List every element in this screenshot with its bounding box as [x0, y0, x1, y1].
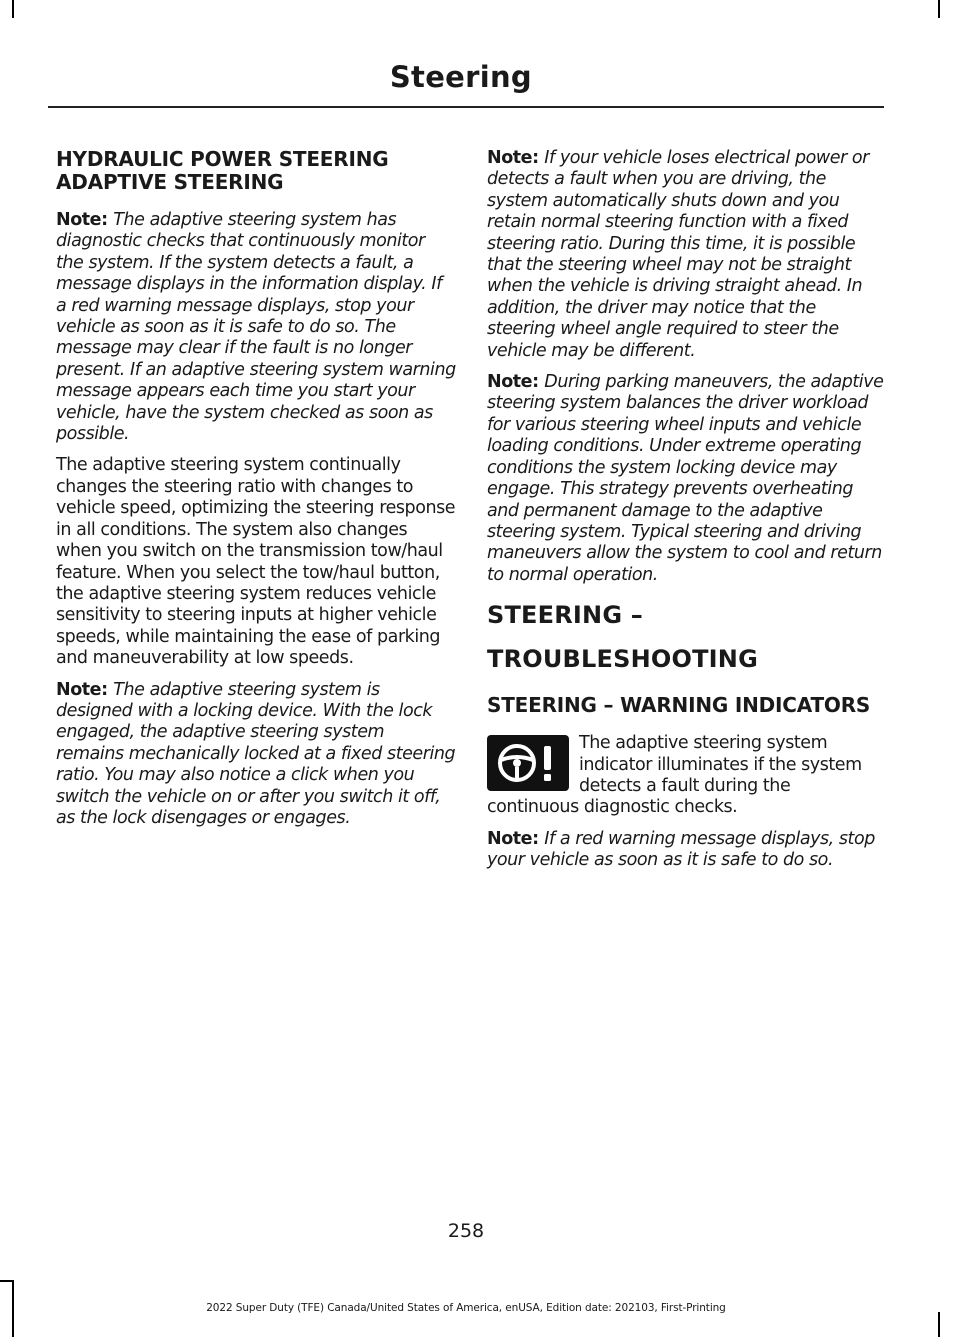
note-paragraph — [487, 372, 887, 586]
section-title-line: STEERING – — [487, 601, 643, 630]
note-label: Note: — [487, 828, 545, 849]
note-paragraph — [56, 210, 456, 445]
page-title: Steering — [389, 60, 532, 94]
header-divider — [48, 106, 884, 108]
crop-mark — [12, 0, 14, 18]
note-text: If your vehicle loses electrical power or detects a fault when you are driving, the system automatically shuts down and you retain normal steering function with a fixed steering ratio. During this time, it is possible that the steering wheel may not be straight when the vehicle is driving straight ahead. In addition, the driver may notice that the steering wheel angle required to steer the vehicle may be different. — [487, 148, 869, 361]
note-label: Note: — [56, 210, 114, 230]
section-heading: HYDRAULIC POWER STEERING ADAPTIVE STEERING — [56, 147, 389, 194]
left-column — [56, 148, 456, 839]
section-title — [487, 600, 887, 674]
note-text: During parking maneuvers, the adaptive steering system balances the driver workload for various steering wheel inputs and vehicle loading conditions. Under extreme operating conditions the system locking device may engage. This strategy prevents overheating and permanent damage to the adaptive steering system. Typical steering and driving maneuvers allow the system to cool and return to normal operation. — [487, 372, 884, 585]
crop-mark — [0, 1280, 14, 1282]
page-number: 258 — [447, 1220, 485, 1242]
section-title-line: TROUBLESHOOTING — [487, 645, 758, 674]
indicator-text: The adaptive steering system indicator illuminates if the system detects a fault during the continuous diagnostic checks. — [487, 733, 862, 818]
note-label: Note: — [487, 372, 545, 393]
note-paragraph — [487, 829, 887, 872]
note-label: Note: — [56, 679, 114, 700]
steering-warning-icon — [487, 735, 569, 791]
note-paragraph — [56, 680, 456, 830]
footer-edition-info: 2022 Super Duty (TFE) Canada/United States of America, enUSA, Edition date: 202103, First-Printing — [206, 1302, 726, 1314]
note-text: If a red warning message displays, stop your vehicle as soon as it is safe to do so. — [487, 828, 875, 871]
note-text: The adaptive steering system is designed with a locking device. With the lock engaged, the adaptive steering system remains mechanically locked at a fixed steering ratio. You may also notice a click when you switch the vehicle on or after you switch it off, as the lock disengages or engages. — [56, 679, 456, 828]
body-paragraph: The adaptive steering system continually changes the steering ratio with changes to vehicle speed, optimizing the steering response in all conditions. The system also changes when you switch on the transmission tow/haul feature. When you select the tow/haul button, the adaptive steering system reduces vehicle sensitivity to steering inputs at higher vehicle speeds, while maintaining the ease of parking and maneuverability at low speeds. — [56, 455, 456, 669]
note-paragraph — [487, 148, 887, 362]
note-label: Note: — [487, 148, 545, 168]
crop-mark — [938, 1312, 940, 1337]
crop-mark — [938, 0, 940, 18]
indicator-description — [487, 733, 887, 819]
right-column — [487, 148, 887, 882]
note-text: The adaptive steering system has diagnostic checks that continuously monitor the system. If the system detects a fault, a message displays in the information display. If a red warning message displays, stop your vehicle as soon as it is safe to do so. The message may clear if the fault is no longer present. If an adaptive steering system warning message appears each time you start your vehicle, have the system checked as soon as possible. — [56, 210, 456, 445]
subsection-heading: STEERING – WARNING INDICATORS — [487, 693, 871, 718]
